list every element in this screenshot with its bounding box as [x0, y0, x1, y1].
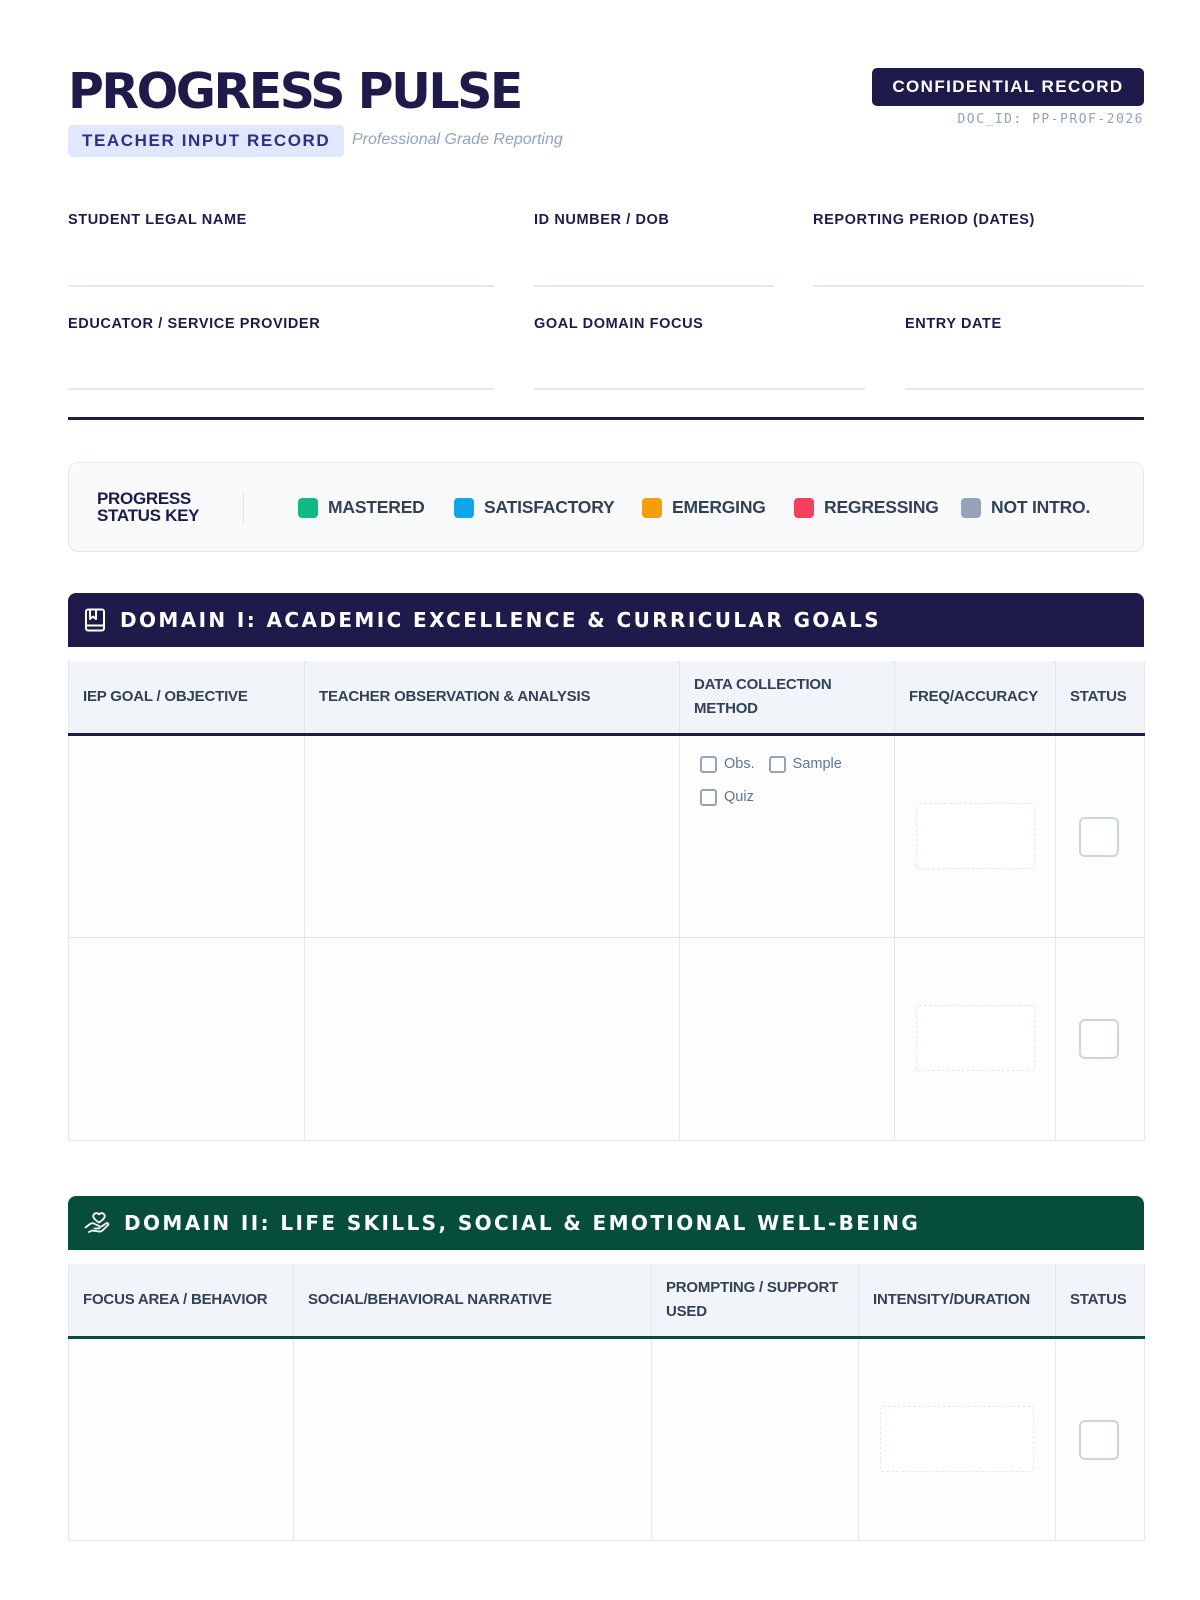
status-cell: [1056, 937, 1145, 1140]
iep-goal-cell[interactable]: [69, 937, 305, 1140]
domain2-table: [68, 1264, 1145, 1541]
method-cell: [680, 734, 895, 937]
regressing-swatch: [794, 498, 814, 518]
entry-date-label: ENTRY DATE: [905, 316, 1002, 332]
table-row: [69, 1337, 1145, 1540]
status-key-title-line2: STATUS KEY: [97, 506, 200, 525]
domain1-header: [68, 593, 1144, 647]
col-prompting-support: PROMPTING / SUPPORT USED: [652, 1264, 859, 1337]
quiz-checkbox[interactable]: [700, 789, 717, 806]
col-social-narrative: SOCIAL/BEHAVIORAL NARRATIVE: [294, 1264, 652, 1337]
status-key-title: [97, 490, 199, 524]
mastered-swatch: [298, 498, 318, 518]
status-checkbox[interactable]: [1079, 817, 1119, 857]
col-freq-accuracy: FREQ/ACCURACY: [895, 661, 1056, 734]
focus-area-cell[interactable]: [69, 1337, 294, 1540]
id-dob-label: ID NUMBER / DOB: [534, 212, 670, 228]
educator-field[interactable]: [68, 316, 494, 392]
student-name-label: STUDENT LEGAL NAME: [68, 212, 247, 228]
status-key: [68, 462, 1144, 552]
document-id: DOC_ID: PP-PROF-2026: [957, 112, 1144, 127]
key-item-regressing: [794, 497, 939, 518]
observation-cell[interactable]: [305, 937, 680, 1140]
status-key-separator: [243, 491, 244, 525]
goal-domain-line: [534, 388, 865, 390]
col-iep-goal: IEP GOAL / OBJECTIVE: [69, 661, 305, 734]
domain1-table: [68, 661, 1145, 1141]
key-item-not-introduced: [961, 497, 1090, 518]
col-data-collection: DATA COLLECTION METHOD: [680, 661, 895, 734]
status-checkbox[interactable]: [1079, 1019, 1119, 1059]
obs-label: Obs.: [724, 756, 755, 772]
obs-checkbox[interactable]: [700, 756, 717, 773]
method-checkboxes: [680, 736, 870, 822]
not-introduced-swatch: [961, 498, 981, 518]
domain2-header-row: [69, 1264, 1145, 1337]
iep-goal-cell[interactable]: [69, 734, 305, 937]
id-dob-field[interactable]: [534, 212, 774, 288]
header-divider: [68, 417, 1144, 420]
col-focus-area: FOCUS AREA / BEHAVIOR: [69, 1264, 294, 1337]
key-item-mastered: [298, 497, 425, 518]
not-introduced-label: NOT INTRO.: [991, 497, 1091, 517]
domain1-header-row: [69, 661, 1145, 734]
status-cell: [1056, 734, 1145, 937]
quiz-label: Quiz: [724, 789, 754, 805]
key-item-satisfactory: [454, 497, 614, 518]
hand-heart-icon: [84, 1211, 110, 1235]
educator-label: EDUCATOR / SERVICE PROVIDER: [68, 316, 321, 332]
domain2-header: [68, 1196, 1144, 1250]
table-row: [69, 937, 1145, 1140]
educator-line: [68, 388, 494, 390]
status-key-title-line1: PROGRESS: [97, 489, 191, 508]
domain2-title: DOMAIN II: LIFE SKILLS, SOCIAL & EMOTIONAL WELL-BEING: [124, 1211, 921, 1235]
col-intensity-duration: INTENSITY/DURATION: [859, 1264, 1056, 1337]
subtitle: Professional Grade Reporting: [352, 131, 563, 148]
emerging-swatch: [642, 498, 662, 518]
reporting-period-field[interactable]: [813, 212, 1144, 288]
method-quiz[interactable]: [700, 789, 754, 806]
method-cell[interactable]: [680, 937, 895, 1140]
key-item-emerging: [642, 497, 766, 518]
goal-domain-field[interactable]: [534, 316, 865, 392]
method-obs[interactable]: [700, 756, 755, 773]
entry-date-line: [905, 388, 1144, 390]
col-status: STATUS: [1056, 1264, 1145, 1337]
freq-accuracy-cell: [895, 734, 1056, 937]
method-sample[interactable]: [769, 756, 842, 773]
goal-domain-label: GOAL DOMAIN FOCUS: [534, 316, 704, 332]
intensity-duration-cell: [859, 1337, 1056, 1540]
emerging-label: EMERGING: [672, 497, 766, 517]
narrative-cell[interactable]: [294, 1337, 652, 1540]
sample-checkbox[interactable]: [769, 756, 786, 773]
observation-cell[interactable]: [305, 734, 680, 937]
sample-label: Sample: [792, 756, 842, 772]
status-cell: [1056, 1337, 1145, 1540]
regressing-label: REGRESSING: [824, 497, 939, 517]
id-dob-line: [534, 285, 774, 287]
reporting-period-label: REPORTING PERIOD (DATES): [813, 212, 1035, 228]
satisfactory-label: SATISFACTORY: [484, 497, 615, 517]
confidential-badge: CONFIDENTIAL RECORD: [872, 68, 1144, 106]
prompting-cell[interactable]: [652, 1337, 859, 1540]
status-checkbox[interactable]: [1079, 1420, 1119, 1460]
col-teacher-observation: TEACHER OBSERVATION & ANALYSIS: [305, 661, 680, 734]
col-status: STATUS: [1056, 661, 1145, 734]
student-name-field[interactable]: [68, 212, 494, 288]
book-icon: [84, 608, 106, 632]
intensity-duration-input[interactable]: [880, 1406, 1034, 1472]
record-type-badge: TEACHER INPUT RECORD: [68, 125, 344, 157]
page-title: PROGRESS PULSE: [68, 63, 521, 120]
reporting-period-line: [813, 285, 1144, 287]
freq-accuracy-input[interactable]: [916, 803, 1035, 869]
table-row: [69, 734, 1145, 937]
entry-date-field[interactable]: [905, 316, 1144, 392]
domain1-title: DOMAIN I: ACADEMIC EXCELLENCE & CURRICULAR GOALS: [120, 608, 882, 632]
freq-accuracy-input[interactable]: [916, 1005, 1035, 1071]
mastered-label: MASTERED: [328, 497, 425, 517]
freq-accuracy-cell: [895, 937, 1056, 1140]
student-name-line: [68, 285, 494, 287]
satisfactory-swatch: [454, 498, 474, 518]
